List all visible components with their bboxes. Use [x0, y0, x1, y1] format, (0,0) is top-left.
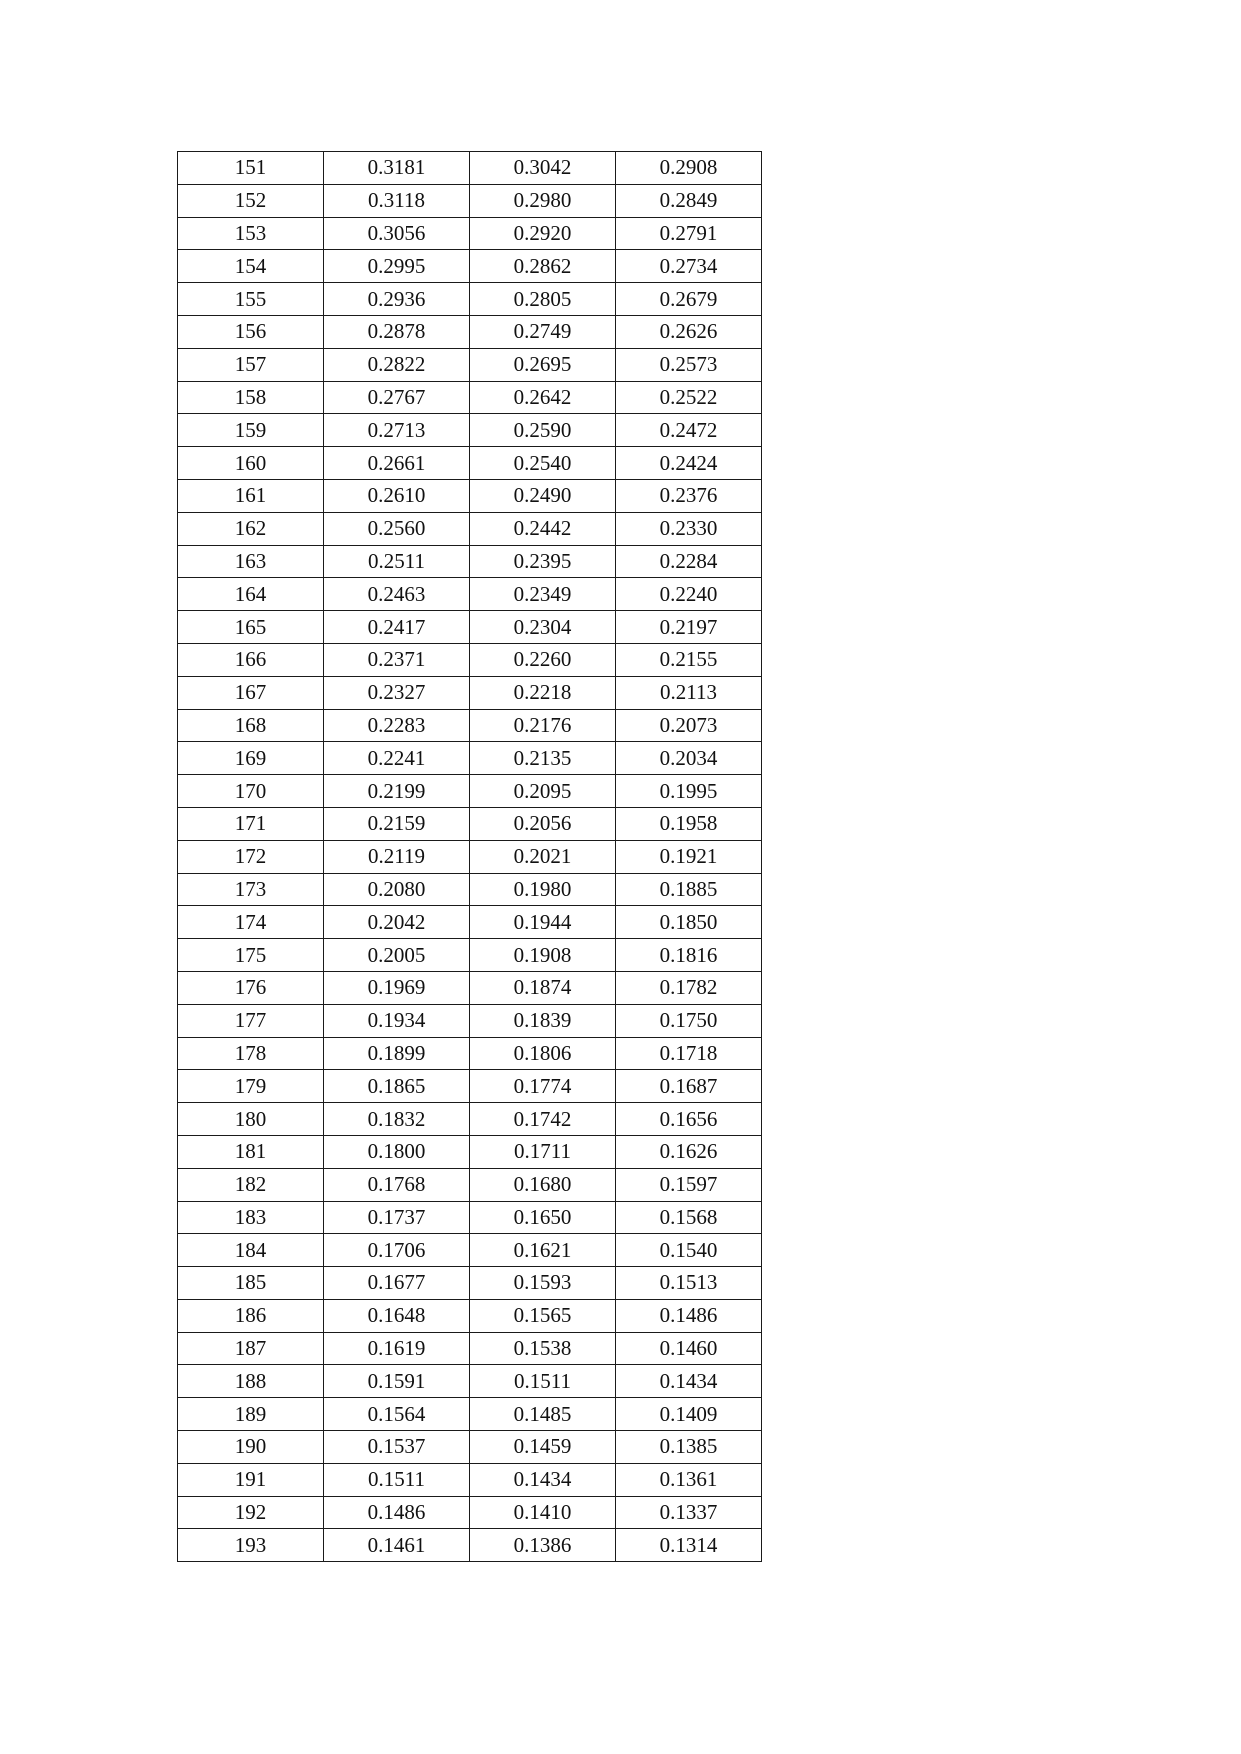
value-cell: 0.1568	[616, 1201, 762, 1234]
value-cell: 0.1434	[470, 1463, 616, 1496]
value-cell: 0.1711	[470, 1135, 616, 1168]
value-cell: 0.2695	[470, 348, 616, 381]
value-cell: 0.2791	[616, 217, 762, 250]
row-index-cell: 190	[178, 1431, 324, 1464]
value-cell: 0.2980	[470, 184, 616, 217]
value-cell: 0.1460	[616, 1332, 762, 1365]
row-index-cell: 178	[178, 1037, 324, 1070]
value-cell: 0.1409	[616, 1398, 762, 1431]
value-cell: 0.2522	[616, 381, 762, 414]
row-index-cell: 188	[178, 1365, 324, 1398]
value-cell: 0.2240	[616, 578, 762, 611]
value-cell: 0.1511	[470, 1365, 616, 1398]
value-cell: 0.1944	[470, 906, 616, 939]
row-index-cell: 186	[178, 1299, 324, 1332]
value-cell: 0.1934	[324, 1004, 470, 1037]
value-cell: 0.1980	[470, 873, 616, 906]
row-index-cell: 185	[178, 1267, 324, 1300]
value-cell: 0.1839	[470, 1004, 616, 1037]
table-row	[178, 315, 762, 348]
row-index-cell: 165	[178, 611, 324, 644]
value-cell: 0.2042	[324, 906, 470, 939]
value-cell: 0.2241	[324, 742, 470, 775]
value-cell: 0.1768	[324, 1168, 470, 1201]
value-cell: 0.2260	[470, 643, 616, 676]
value-cell: 0.1537	[324, 1431, 470, 1464]
value-cell: 0.1337	[616, 1496, 762, 1529]
value-cell: 0.1742	[470, 1103, 616, 1136]
value-cell: 0.1591	[324, 1365, 470, 1398]
value-cell: 0.1750	[616, 1004, 762, 1037]
value-cell: 0.2540	[470, 447, 616, 480]
value-cell: 0.2679	[616, 283, 762, 316]
table-row	[178, 1103, 762, 1136]
table-row	[178, 414, 762, 447]
value-cell: 0.1564	[324, 1398, 470, 1431]
table-row	[178, 283, 762, 316]
row-index-cell: 170	[178, 775, 324, 808]
value-cell: 0.2135	[470, 742, 616, 775]
table-row	[178, 152, 762, 185]
value-cell: 0.1619	[324, 1332, 470, 1365]
row-index-cell: 177	[178, 1004, 324, 1037]
row-index-cell: 175	[178, 939, 324, 972]
row-index-cell: 191	[178, 1463, 324, 1496]
row-index-cell: 164	[178, 578, 324, 611]
value-cell: 0.2284	[616, 545, 762, 578]
value-cell: 0.2713	[324, 414, 470, 447]
value-cell: 0.2661	[324, 447, 470, 480]
value-cell: 0.1314	[616, 1529, 762, 1562]
row-index-cell: 160	[178, 447, 324, 480]
value-cell: 0.2034	[616, 742, 762, 775]
value-cell: 0.1816	[616, 939, 762, 972]
value-cell: 0.2199	[324, 775, 470, 808]
row-index-cell: 180	[178, 1103, 324, 1136]
row-index-cell: 183	[178, 1201, 324, 1234]
value-cell: 0.2197	[616, 611, 762, 644]
value-cell: 0.2472	[616, 414, 762, 447]
row-index-cell: 163	[178, 545, 324, 578]
value-cell: 0.2424	[616, 447, 762, 480]
row-index-cell: 184	[178, 1234, 324, 1267]
table-row	[178, 807, 762, 840]
value-cell: 0.2371	[324, 643, 470, 676]
value-cell: 0.3056	[324, 217, 470, 250]
value-cell: 0.2159	[324, 807, 470, 840]
row-index-cell: 153	[178, 217, 324, 250]
table-row	[178, 545, 762, 578]
value-cell: 0.1461	[324, 1529, 470, 1562]
row-index-cell: 176	[178, 971, 324, 1004]
value-cell: 0.2490	[470, 479, 616, 512]
value-cell: 0.2463	[324, 578, 470, 611]
value-cell: 0.1958	[616, 807, 762, 840]
value-cell: 0.2734	[616, 250, 762, 283]
row-index-cell: 162	[178, 512, 324, 545]
table-row	[178, 1431, 762, 1464]
value-cell: 0.1677	[324, 1267, 470, 1300]
value-cell: 0.2862	[470, 250, 616, 283]
table-row	[178, 1332, 762, 1365]
value-cell: 0.2056	[470, 807, 616, 840]
row-index-cell: 169	[178, 742, 324, 775]
table-row	[178, 906, 762, 939]
table-row	[178, 775, 762, 808]
table-row	[178, 873, 762, 906]
table-row	[178, 512, 762, 545]
table-row	[178, 250, 762, 283]
value-cell: 0.2073	[616, 709, 762, 742]
value-cell: 0.2642	[470, 381, 616, 414]
row-index-cell: 174	[178, 906, 324, 939]
value-cell: 0.1865	[324, 1070, 470, 1103]
row-index-cell: 171	[178, 807, 324, 840]
value-cell: 0.2095	[470, 775, 616, 808]
value-cell: 0.1874	[470, 971, 616, 1004]
value-cell: 0.1718	[616, 1037, 762, 1070]
value-cell: 0.3042	[470, 152, 616, 185]
row-index-cell: 189	[178, 1398, 324, 1431]
row-index-cell: 161	[178, 479, 324, 512]
row-index-cell: 151	[178, 152, 324, 185]
value-cell: 0.1706	[324, 1234, 470, 1267]
row-index-cell: 193	[178, 1529, 324, 1562]
table-row	[178, 1004, 762, 1037]
value-cell: 0.2995	[324, 250, 470, 283]
row-index-cell: 157	[178, 348, 324, 381]
table-row	[178, 217, 762, 250]
value-cell: 0.1621	[470, 1234, 616, 1267]
table-row	[178, 1299, 762, 1332]
table-body	[178, 152, 762, 1562]
row-index-cell: 154	[178, 250, 324, 283]
value-cell: 0.1486	[324, 1496, 470, 1529]
value-cell: 0.1410	[470, 1496, 616, 1529]
table-row	[178, 742, 762, 775]
row-index-cell: 155	[178, 283, 324, 316]
value-cell: 0.2822	[324, 348, 470, 381]
value-cell: 0.2590	[470, 414, 616, 447]
table-row	[178, 1070, 762, 1103]
value-cell: 0.2349	[470, 578, 616, 611]
row-index-cell: 187	[178, 1332, 324, 1365]
value-cell: 0.1385	[616, 1431, 762, 1464]
table-row	[178, 184, 762, 217]
value-cell: 0.1485	[470, 1398, 616, 1431]
value-cell: 0.2805	[470, 283, 616, 316]
table-row	[178, 611, 762, 644]
row-index-cell: 172	[178, 840, 324, 873]
table-row	[178, 1234, 762, 1267]
table-row	[178, 447, 762, 480]
table-row	[178, 381, 762, 414]
table-row	[178, 1496, 762, 1529]
value-cell: 0.1806	[470, 1037, 616, 1070]
value-cell: 0.2283	[324, 709, 470, 742]
row-index-cell: 181	[178, 1135, 324, 1168]
value-cell: 0.2417	[324, 611, 470, 644]
value-cell: 0.2920	[470, 217, 616, 250]
value-cell: 0.1434	[616, 1365, 762, 1398]
value-cell: 0.2119	[324, 840, 470, 873]
value-cell: 0.2304	[470, 611, 616, 644]
value-cell: 0.1737	[324, 1201, 470, 1234]
value-cell: 0.2005	[324, 939, 470, 972]
value-cell: 0.1995	[616, 775, 762, 808]
value-cell: 0.1386	[470, 1529, 616, 1562]
value-cell: 0.1486	[616, 1299, 762, 1332]
row-index-cell: 173	[178, 873, 324, 906]
value-cell: 0.1687	[616, 1070, 762, 1103]
value-cell: 0.2560	[324, 512, 470, 545]
value-cell: 0.2878	[324, 315, 470, 348]
row-index-cell: 156	[178, 315, 324, 348]
row-index-cell: 182	[178, 1168, 324, 1201]
value-cell: 0.1513	[616, 1267, 762, 1300]
value-cell: 0.1921	[616, 840, 762, 873]
value-cell: 0.2767	[324, 381, 470, 414]
value-cell: 0.2080	[324, 873, 470, 906]
value-cell: 0.1538	[470, 1332, 616, 1365]
value-cell: 0.1885	[616, 873, 762, 906]
row-index-cell: 152	[178, 184, 324, 217]
value-cell: 0.2610	[324, 479, 470, 512]
value-cell: 0.1650	[470, 1201, 616, 1234]
row-index-cell: 159	[178, 414, 324, 447]
table-row	[178, 1365, 762, 1398]
value-cell: 0.1774	[470, 1070, 616, 1103]
table-row	[178, 479, 762, 512]
row-index-cell: 168	[178, 709, 324, 742]
table-row	[178, 709, 762, 742]
value-cell: 0.2908	[616, 152, 762, 185]
value-cell: 0.1800	[324, 1135, 470, 1168]
value-cell: 0.2218	[470, 676, 616, 709]
value-cell: 0.1459	[470, 1431, 616, 1464]
row-index-cell: 192	[178, 1496, 324, 1529]
table-row	[178, 643, 762, 676]
value-cell: 0.1565	[470, 1299, 616, 1332]
value-cell: 0.2849	[616, 184, 762, 217]
table-row	[178, 971, 762, 1004]
value-cell: 0.3181	[324, 152, 470, 185]
value-cell: 0.2936	[324, 283, 470, 316]
row-index-cell: 166	[178, 643, 324, 676]
value-cell: 0.2573	[616, 348, 762, 381]
value-cell: 0.1850	[616, 906, 762, 939]
value-cell: 0.3118	[324, 184, 470, 217]
row-index-cell: 179	[178, 1070, 324, 1103]
value-cell: 0.2176	[470, 709, 616, 742]
value-cell: 0.1593	[470, 1267, 616, 1300]
value-cell: 0.1626	[616, 1135, 762, 1168]
value-cell: 0.1969	[324, 971, 470, 1004]
value-cell: 0.2749	[470, 315, 616, 348]
table-row	[178, 348, 762, 381]
value-cell: 0.1782	[616, 971, 762, 1004]
value-cell: 0.2395	[470, 545, 616, 578]
value-cell: 0.2626	[616, 315, 762, 348]
value-cell: 0.1908	[470, 939, 616, 972]
value-cell: 0.1597	[616, 1168, 762, 1201]
table-row	[178, 1398, 762, 1431]
value-cell: 0.1540	[616, 1234, 762, 1267]
table-row	[178, 1168, 762, 1201]
table-row	[178, 676, 762, 709]
value-cell: 0.2442	[470, 512, 616, 545]
value-cell: 0.2155	[616, 643, 762, 676]
value-cell: 0.2021	[470, 840, 616, 873]
value-cell: 0.2511	[324, 545, 470, 578]
table-row	[178, 1037, 762, 1070]
value-cell: 0.2327	[324, 676, 470, 709]
value-cell: 0.1899	[324, 1037, 470, 1070]
table-row	[178, 1267, 762, 1300]
row-index-cell: 167	[178, 676, 324, 709]
value-cell: 0.1656	[616, 1103, 762, 1136]
value-cell: 0.2376	[616, 479, 762, 512]
value-cell: 0.1680	[470, 1168, 616, 1201]
value-cell: 0.1361	[616, 1463, 762, 1496]
value-cell: 0.2330	[616, 512, 762, 545]
table-row	[178, 840, 762, 873]
data-table	[177, 151, 762, 1562]
table-row	[178, 1201, 762, 1234]
value-cell: 0.1648	[324, 1299, 470, 1332]
value-cell: 0.1832	[324, 1103, 470, 1136]
value-cell: 0.2113	[616, 676, 762, 709]
table-row	[178, 578, 762, 611]
table-row	[178, 939, 762, 972]
table-row	[178, 1463, 762, 1496]
table-row	[178, 1529, 762, 1562]
table-row	[178, 1135, 762, 1168]
value-cell: 0.1511	[324, 1463, 470, 1496]
row-index-cell: 158	[178, 381, 324, 414]
